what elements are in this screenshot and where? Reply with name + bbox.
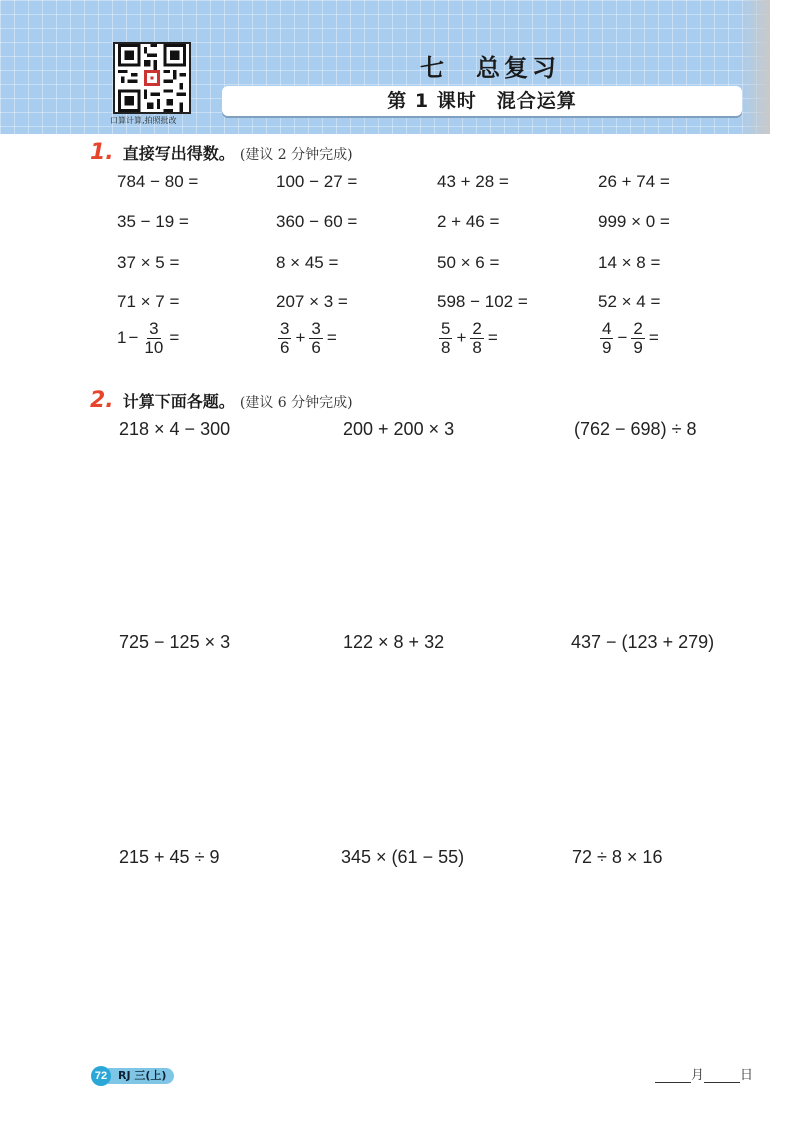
section2-note: (建议 6 分钟完成) [239,395,353,411]
oral-problem: 8 × 45 = [276,253,339,272]
fraction [439,320,452,357]
fraction-lead: 1 [117,328,127,348]
oral-problem: 598 − 102 = [437,292,528,311]
section2-number: 2. [90,388,114,413]
fraction-numerator: 2 [472,319,482,338]
fraction-numerator: 3 [149,319,159,338]
oral-problem: 100 − 27 = [276,172,358,191]
fraction [142,320,165,357]
fraction-numerator: 4 [602,319,612,338]
qr-caption: 口算计算,拍照批改 [110,116,177,125]
written-problem: 725 − 125 × 3 [119,632,231,652]
fraction-problem [117,320,181,357]
fraction-equals: = [326,328,337,348]
fraction-operator: − [128,328,139,348]
oral-problem: 2 + 46 = [437,212,500,231]
section2-title: 计算下面各题。 [122,392,235,411]
section1-title: 直接写出得数。 [122,144,235,163]
fraction-operator: − [617,328,628,348]
oral-problem: 71 × 7 = [117,292,180,311]
page-number: 72 [91,1066,111,1086]
oral-problem: 207 × 3 = [276,292,348,311]
written-problem: 72 ÷ 8 × 16 [572,847,663,867]
fraction-equals: = [487,328,498,348]
fraction-problem [598,320,661,357]
oral-problem: 37 × 5 = [117,253,180,272]
lesson-title: 第 1 课时 混合运算 [222,86,742,116]
header-edge-shade [740,0,770,134]
fraction-denominator: 8 [441,337,451,357]
written-problem: 200 + 200 × 3 [343,419,455,439]
fraction [600,320,613,357]
oral-problem: 52 × 4 = [598,292,661,311]
fraction-problem [276,320,339,357]
fraction-operator: + [295,328,306,348]
fraction [631,320,644,357]
section1-number: 1. [90,140,114,165]
written-problem: (762 − 698) ÷ 8 [574,419,697,439]
fraction-denominator: 9 [602,337,612,357]
date-fill-line [655,1064,753,1083]
written-problem: 437 − (123 + 279) [571,632,715,652]
oral-problem: 35 − 19 = [117,212,189,231]
section2-heading [90,388,353,413]
fraction-denominator: 10 [144,337,164,357]
day-blank[interactable] [704,1069,740,1083]
oral-problem: 999 × 0 = [598,212,670,231]
written-problem: 218 × 4 − 300 [119,419,231,439]
month-label: 月 [691,1068,705,1083]
fraction-equals: = [648,328,659,348]
oral-problem: 43 + 28 = [437,172,509,191]
oral-problem: 50 × 6 = [437,253,500,272]
fraction-denominator: 8 [472,337,482,357]
oral-problem: 784 − 80 = [117,172,199,191]
fraction [278,320,291,357]
fraction-problem [437,320,500,357]
fraction-numerator: 5 [441,319,451,338]
fraction-denominator: 6 [280,337,290,357]
fraction [309,320,322,357]
fraction-numerator: 3 [311,319,321,338]
fraction-numerator: 3 [280,319,290,338]
qr-code-icon[interactable] [113,42,191,114]
section1-heading [90,140,353,165]
fraction-denominator: 9 [633,337,643,357]
written-problem: 122 × 8 + 32 [343,632,445,652]
day-label: 日 [740,1068,754,1083]
header-band [0,0,770,134]
written-problem: 215 + 45 ÷ 9 [119,847,220,867]
fraction [470,320,483,357]
fraction-equals: = [169,328,180,348]
fraction-numerator: 2 [633,319,643,338]
written-problem: 345 × (61 − 55) [341,847,465,867]
month-blank[interactable] [655,1069,691,1083]
oral-problem: 360 − 60 = [276,212,358,231]
oral-problem: 14 × 8 = [598,253,661,272]
fraction-operator: + [456,328,467,348]
fraction-denominator: 6 [311,337,321,357]
book-tag: RJ 三(上) [108,1068,174,1084]
oral-problem: 26 + 74 = [598,172,670,191]
section1-note: (建议 2 分钟完成) [239,147,353,163]
unit-title: 七 总复习 [420,54,560,82]
